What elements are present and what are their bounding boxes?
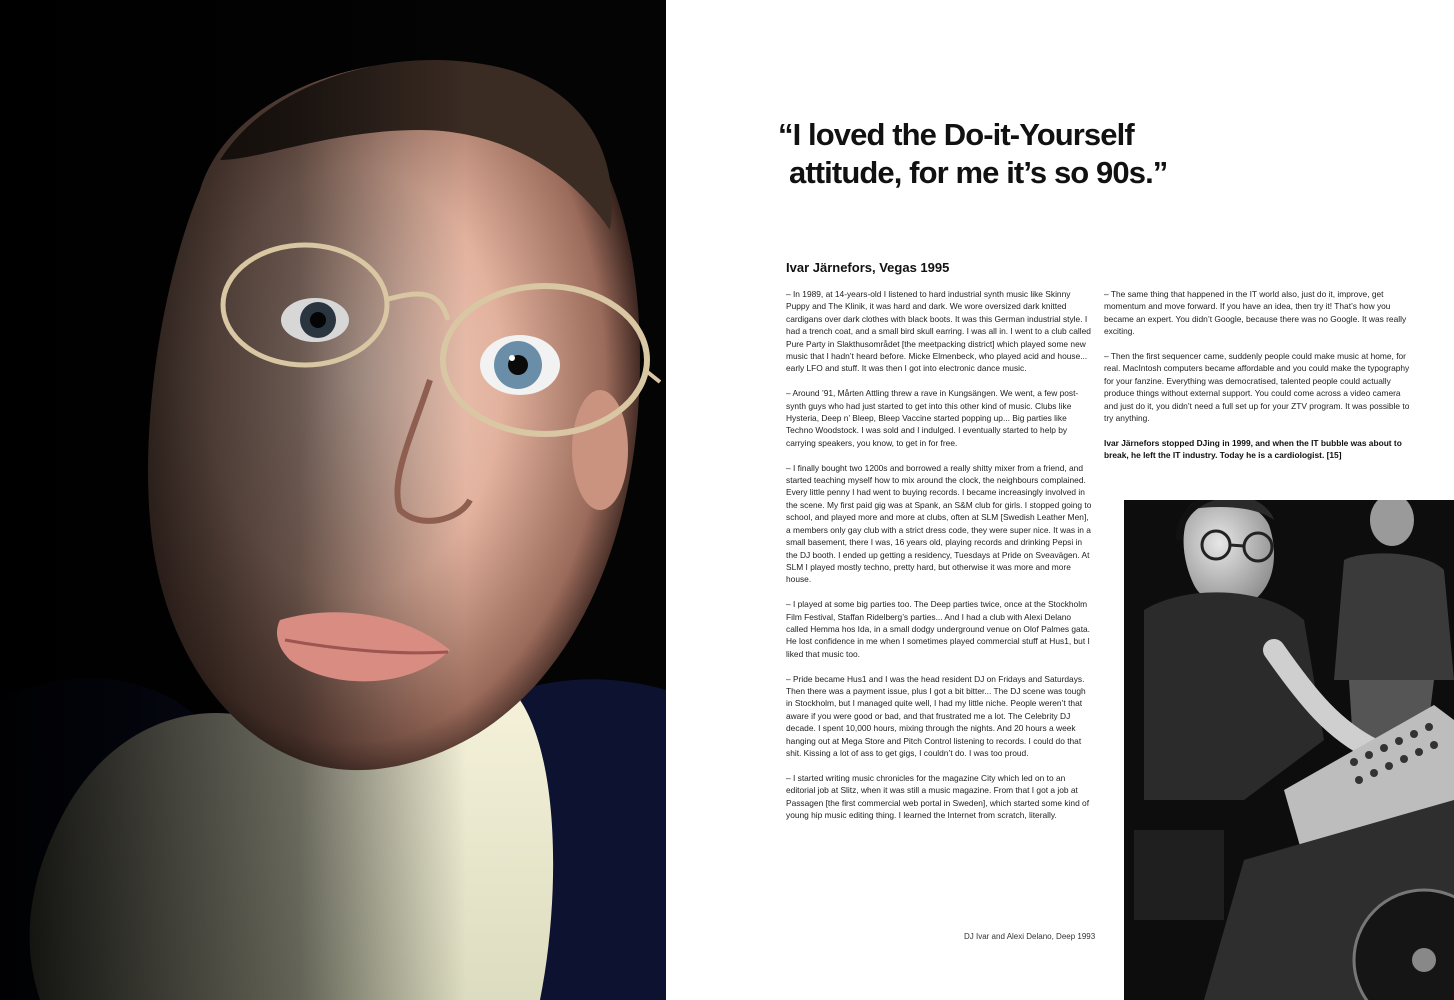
paragraph: – In 1989, at 14-years-old I listened to hard industrial synth music like Skinny Puppy and The Klinik, it was hard and dark. We wore oversized dark knitted cardigans over dark clothes with black boots. It was this German industrial style. I had a trench coat, and a small bird skull earring. I was all in. I went to a club called Pure Party in Slakthusområdet [the meetpacking district] which played some new music that I hadn’t heard before. Micke Elmenbeck, who played acid and house... early LFO and stuff. It was then I got into electronic dance music. [786, 289, 1091, 374]
epilogue-paragraph: Ivar Järnefors stopped DJing in 1999, and when the IT bubble was about to break, he left the IT industry. Today he is a cardiologist. [15] [1104, 437, 1402, 461]
paragraph: – I finally bought two 1200s and borrowed a really shitty mixer from a friend, and started teaching myself how to mix around the clock, the neighbours complained. Every little penny I had went to buying records. I became increasingly involved in the scene. My first paid gig was at Spank, an S&M club for girls. I stopped going to school, and played more and more at clubs, often at SLM [Swedish Leather Men], a members only gay club with a strict dress code, they were super nice. It was in a small basement, there I was, 16 years old, playing records and drinking Pepsi in the DJ booth. I ended up getting a residency, Tuesdays at Pride on Sveavägen. At SLM I played mostly techno, pretty hard, but otherwise it was more and more house. [786, 462, 1092, 585]
pull-quote-line-1: “I loved the Do-it-Yourself [778, 117, 1134, 152]
paragraph: – Then the first sequencer came, suddenly people could make music at home, for real. MacIntosh computers became affordable and you could make the typography for your fanzine. Everything was democratised, talented people could actually produce things without external support. You could come across a video camera and just do it, you didn’t need a full set up for your ZTV program. It was possible to try anything. [1104, 351, 1410, 424]
article-column-1 [786, 288, 1092, 834]
dj-booth-photo [1124, 500, 1454, 1000]
pull-quote-line-2: attitude, for me it’s so 90s.” [789, 155, 1168, 190]
paragraph: – The same thing that happened in the IT world also, just do it, improve, get momentum and move forward. If you have an idea, then try it! That’s how you became an expert. You didn’t Google, because there was no Google. It was really exciting. [1104, 289, 1407, 337]
pull-quote [778, 116, 1378, 192]
paragraph: – Around ’91, Mårten Attling threw a rave in Kungsängen. We went, a few post-synth guys who had just started to get into this other kind of music. Clubs like Hysteria, Deep n’ Bleep, Bleep Vaccine started popping up... Big parties like Techno Woodstock. I was sold and I indulged. I eventually started to help by carrying speakers, you know, to get in for free. [786, 388, 1079, 448]
article-heading: Ivar Järnefors, Vegas 1995 [786, 260, 950, 275]
paragraph: – Pride became Hus1 and I was the head resident DJ on Fridays and Saturdays. Then there was a payment issue, plus I got a bit bitter... The DJ scene was tough in Stockholm, but I managed quite well, I had my little niche. People weren’t that aware if you were good or bad, and that frustrated me a lot. The Celebrity DJ decade. I spent 10,000 hours, mixing through the nights. And 20 hours a week hanging out at Mega Store and Pitch Control listening to records. I could do that shit. Kissing a lot of ass to get gigs, I couldn’t do. I was too proud. [786, 673, 1086, 758]
article-column-2 [1104, 288, 1410, 474]
paragraph: – I started writing music chronicles for the magazine City which led on to an editorial job at Slitz, when it was still a music magazine. From that I got a job at Passagen [the first commercial web portal in Sweden], which started some kind of young hip music editing thing. I learned the Internet from scratch, literally. [786, 772, 1090, 820]
portrait-illustration [0, 0, 666, 1000]
photo-caption: DJ Ivar and Alexi Delano, Deep 1993 [964, 932, 1096, 941]
portrait-photo [0, 0, 666, 1000]
paragraph: – I played at some big parties too. The Deep parties twice, once at the Stockholm Film Festival, Staffan Ridelberg’s parties... And I had a club with Alexi Delano called Hemma hos Ida, in a small dodgy underground venue on Olof Palmes gata. He lost confidence in me when I sometimes played commercial stuff at Hus1, but I liked that music too. [786, 599, 1091, 659]
dj-booth-illustration [1124, 500, 1454, 1000]
